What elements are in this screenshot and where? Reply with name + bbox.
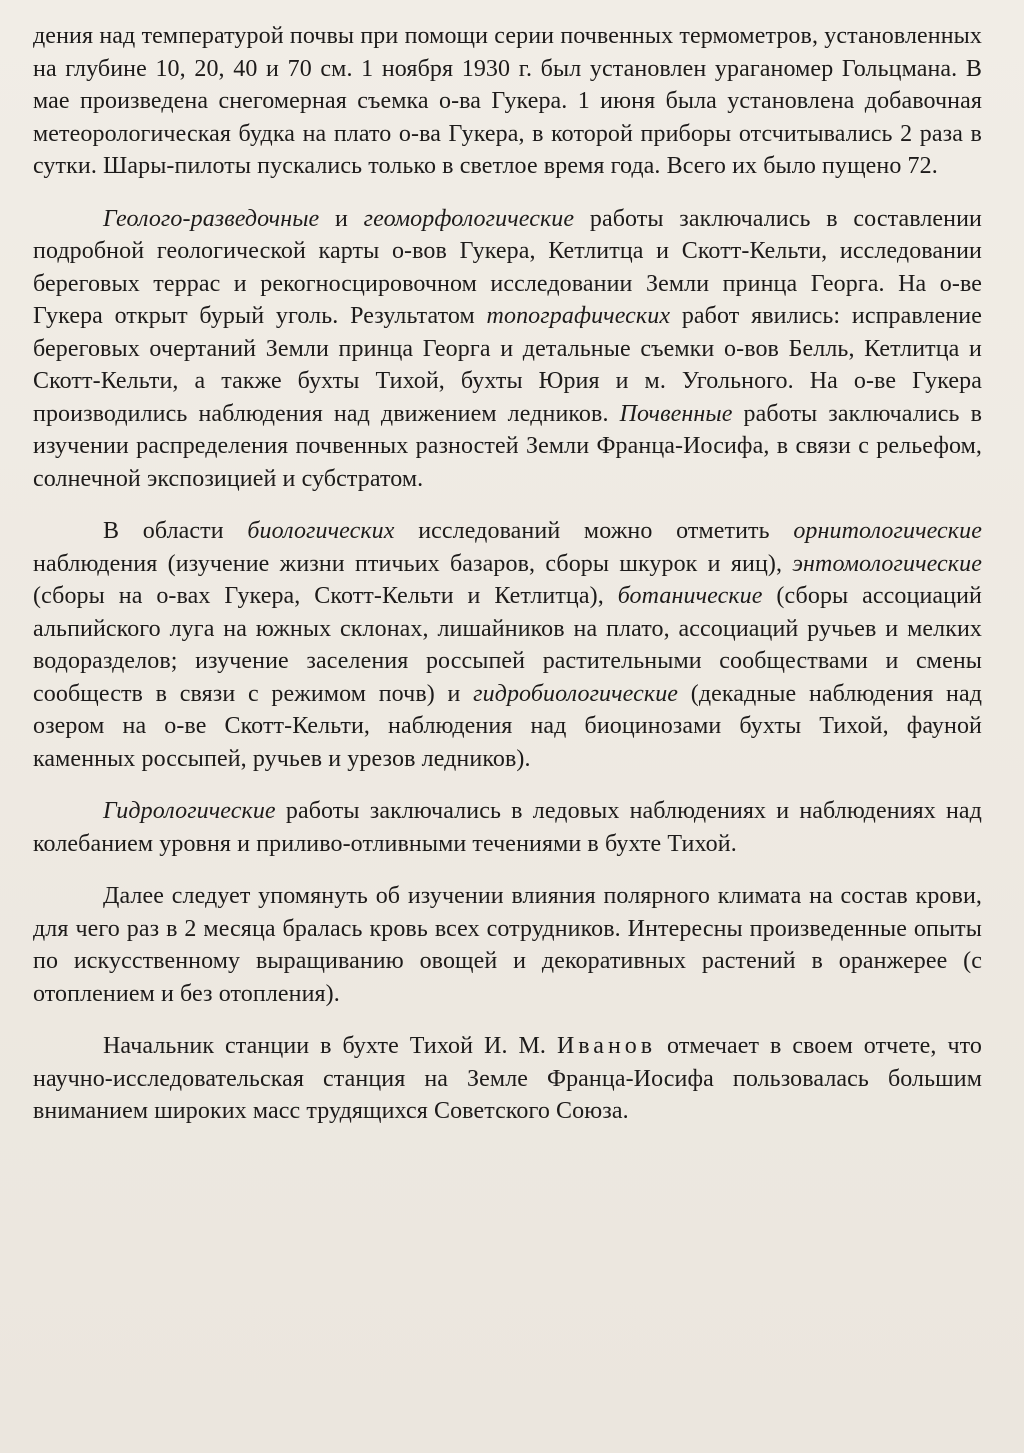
paragraph-segment: Далее следует упомянуть об изучении влияния полярного климата на состав крови, для чего раз в 2 месяца бралась кровь всех сотрудников. Интересны произведенные опыты по искусственному выращиванию овощей и декоративных растений в оранжерее (с отоплением и без отопления).: [33, 883, 982, 1007]
paragraph-segment: биологических: [247, 518, 395, 544]
paragraph-segment: (сборы ассоциаций альпийского луга на южных склонах, лишайников на плато, ассоциаций ручьев и мелких водоразделов; изучение заселения россыпей растительными сообществами и смены сообществ в связи с режимом почв) и: [33, 583, 982, 707]
paragraph-segment: Геолого-разведочные: [103, 205, 320, 232]
paragraph-segment: геоморфологические: [363, 205, 575, 232]
paragraph-segment: Гидрологические: [103, 798, 276, 824]
paragraph-segment: Почвенные: [619, 400, 733, 427]
paragraph-segment: и: [319, 205, 364, 232]
paragraph-p5: [33, 880, 982, 1010]
paragraph-segment: работы заключались в изучении распределения почвенных разностей Земли Франца-Иосифа, в связи с рельефом, солнечной экспозицией и субстратом.: [33, 400, 982, 492]
paragraph-segment: В области: [103, 518, 248, 544]
paragraph-segment: исследований можно отметить: [394, 518, 794, 544]
paragraph-segment: ботанические: [617, 583, 763, 609]
paragraph-segment: работы заключались в составлении подробной геологической карты о-вов Гукера, Кетлитца и Скотт-Кельти, исследовании береговых террас и рекогносцировочном исследовании Земли принца Георга. На о-ве Гукера открыт бурый уголь. Результатом: [33, 205, 982, 329]
paragraph-p1: [33, 20, 982, 183]
paragraph-segment: дения над температурой почвы при помощи серии почвенных термометров, установленных на глубине 10, 20, 40 и 70 см. 1 ноября 1930 г. был установлен ураганомер Гольцмана. В мае произведена снегомерная съемка о-ва Гукера. 1 июня была установлена добавочная метеорологическая будка на плато о-ва Гукера, в которой приборы отсчитывались 2 раза в сутки. Шары-пилоты пускались только в светлое время года. Всего их было пущено 72.: [33, 23, 982, 179]
paragraph-segment: Иванов: [556, 1033, 657, 1059]
paragraph-segment: (декадные наблюдения над озером на о-ве Скотт-Кельти, наблюдения над биоцинозами бухты Тихой, фауной каменных россыпей, ручьев и урезов ледников).: [33, 680, 983, 772]
paragraph-segment: орнитологические: [793, 518, 982, 544]
paragraph-segment: работы заключались в ледовых наблюдениях и наблюдениях над колебанием уровня и приливо-отливными течениями в бухте Тихой.: [33, 798, 982, 857]
paragraph-segment: работ явились: исправление береговых очертаний Земли принца Георга и детальные съемки о-вов Белль, Кетлитца и Скотт-Кельти, а также бухты Тихой, бухты Юрия и м. Угольного. На о-ве Гукера производились наблюдения над движением ледников.: [33, 303, 982, 427]
paragraph-segment: отмечает в своем отчете, что научно-исследовательская станция на Земле Франца-Иосифа пользовалась большим вниманием широких масс трудящихся Советского Союза.: [33, 1033, 982, 1124]
paragraph-p4: [33, 795, 982, 860]
paragraph-segment: (сборы на о-вах Гукера, Скотт-Кельти и Кетлитца),: [33, 583, 618, 609]
paragraph-p3: [33, 515, 982, 775]
paragraph-segment: наблюдения (изучение жизни птичьих базаров, сборы шкурок и яиц),: [33, 550, 793, 577]
paragraph-p6: [33, 1030, 982, 1128]
paragraph-segment: гидробиологические: [473, 680, 679, 707]
paragraph-segment: топографических: [486, 303, 671, 329]
paragraph-p2: [33, 203, 982, 496]
paragraph-segment: энтомологические: [792, 550, 982, 577]
paragraph-segment: Начальник станции в бухте Тихой И. М.: [103, 1033, 557, 1059]
